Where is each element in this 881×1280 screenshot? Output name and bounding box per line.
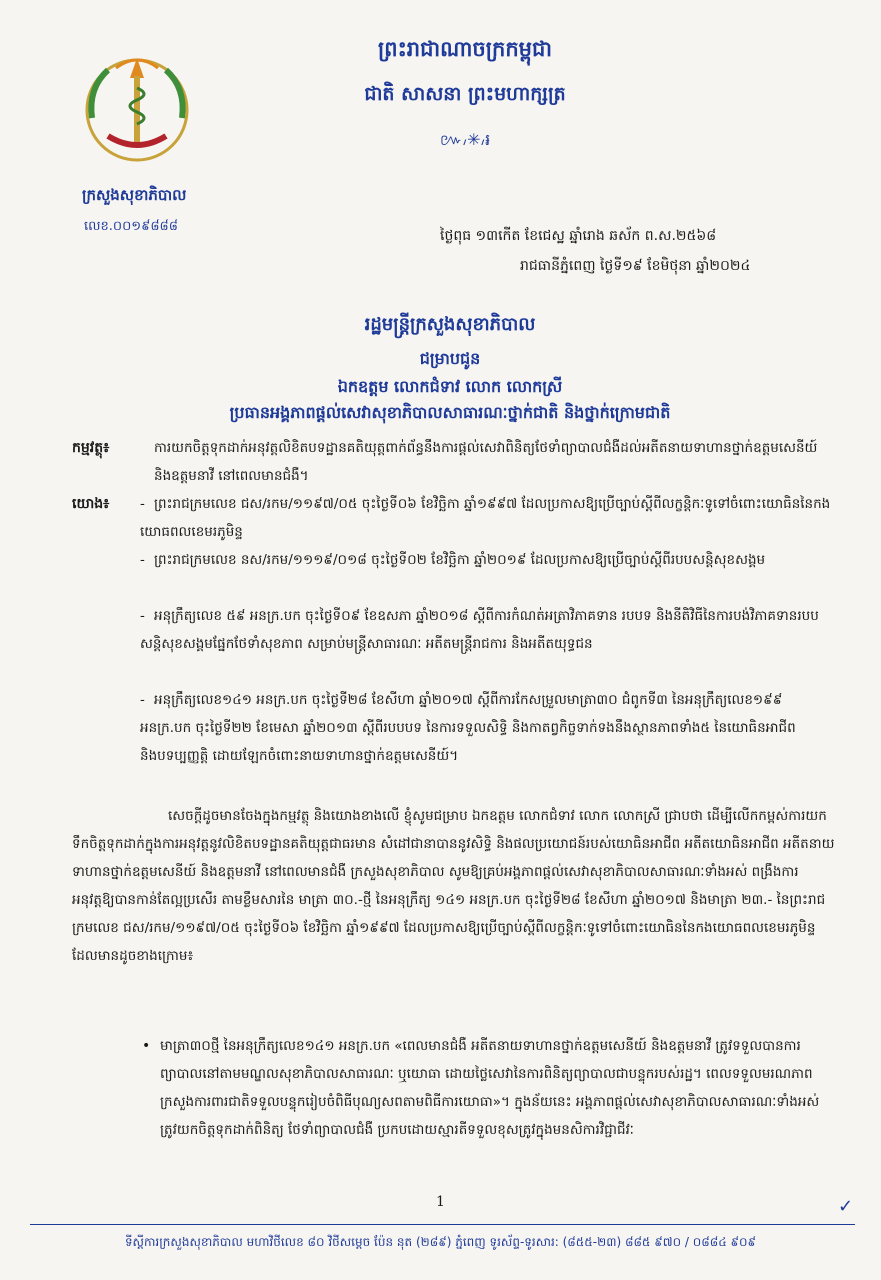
subject-label: កម្មវត្ថុ៖ <box>72 440 110 456</box>
bullet-icon: • <box>142 1038 151 1054</box>
reference-item: - ព្រះរាជក្រមលេខ ជស/រកម/១១៩៧/០៥ ចុះថ្ងៃទី០៦ ខែវិច្ឆិកា ឆ្នាំ១៩៩៧ ដែលប្រកាសឱ្យប្រើច្បាប់ស្ដីពីលក្ខន្តិកៈទូទៅចំពោះយោធិននៃកងយោធពលខេមរភូមិន្ទ <box>140 496 831 540</box>
reference-item: - អនុក្រឹត្យលេខ ៥៩ អនក្រ.បក ចុះថ្ងៃទី០៩ ខែឧសភា ឆ្នាំ២០១៨ ស្ដីពីការកំណត់អត្រាវិភាគទាន របបទ និងនីតិវិធីនៃការបង់វិភាគទានរបបសន្តិសុខសង្គមផ្នែកថែទាំសុខភាព សម្រាប់មន្ត្រីសាធារណៈ អតីតមន្ត្រីរាជការ និងអតីតយុទ្ធជន <box>140 608 819 652</box>
reference-number: លេខ.០០១៩៨៨៨ <box>84 219 178 234</box>
recipients-title: ឯកឧត្តម លោកជំទាវ លោក លោកស្រី <box>337 377 563 396</box>
ministry-logo <box>78 48 196 168</box>
subject-text: ការយកចិត្តទុកដាក់អនុវត្តលិខិតបទដ្ឋានគតិយុត្តពាក់ព័ន្ធនឹងការផ្ដល់សេវាពិនិត្យថែទាំព្យាបាលជំងឺដល់អតីតនាយទាហានថ្នាក់ឧត្តមសេនីយ៍ និងឧត្តមនាវី នៅពេលមានជំងឺ។ <box>154 440 818 484</box>
ornament: ៚៸✳៸៛ <box>439 130 491 149</box>
solar-date: រាជធានីភ្នំពេញ ថ្ងៃទី១៩ ខែមិថុនា ឆ្នាំ២០២៤ <box>520 258 751 274</box>
action-title: ជម្រាបជូន <box>419 349 481 368</box>
kingdom-heading: ព្រះរាជាណាចក្រកម្ពុជា <box>377 37 552 61</box>
page-number: 1 <box>436 1194 445 1210</box>
checkmark-icon: ✓ <box>838 1196 854 1217</box>
ministry-name: ក្រសួងសុខាភិបាល <box>82 186 187 204</box>
sender-title: រដ្ឋមន្ត្រីក្រសួងសុខាភិបាល <box>364 314 536 335</box>
recipient-position: ប្រធានអង្គភាពផ្ដល់សេវាសុខាភិបាលសាធារណៈថ្នាក់ជាតិ និងថ្នាក់ក្រោមជាតិ <box>229 403 671 422</box>
bullet-item: មាត្រា៣០ថ្មី នៃអនុក្រឹត្យលេខ១៤១ អនក្រ.បក «ពេលមានជំងឺ អតីតនាយទាហានថ្នាក់ឧត្តមសេនីយ៍ និងឧត្តមនាវី ត្រូវទទួលបានការព្យាបាលនៅតាមមណ្ឌលសុខាភិបាលសាធារណៈ ឬយោធា ដោយថ្លៃសេវានៃការពិនិត្យព្យាបាលជាបន្ទុករបស់រដ្ឋ។ ពេលទទួលមរណភាព ក្រសួងការពារជាតិទទួលបន្ទុករៀបចំពិធីបុណ្យសពតាមពិធីការយោធា»។ ក្នុងន័យនេះ អង្គភាពផ្ដល់សេវាសុខាភិបាលសាធារណៈទាំងអស់ត្រូវយកចិត្តទុកដាក់ពិនិត្យ ថែទាំព្យាបាលជំងឺ ប្រកបដោយស្មារតីទទួលខុសត្រូវក្នុងមនសិការវិជ្ជាជីវៈ <box>160 1038 820 1138</box>
footer-divider <box>30 1224 855 1225</box>
body-paragraph: សេចក្ដីដូចមានចែងក្នុងកម្មវត្ថុ និងយោងខាងលើ ខ្ញុំសូមជម្រាប ឯកឧត្តម លោកជំទាវ លោក លោកស្រី ជ្រាបថា ដើម្បីលើកកម្ពស់ការយកទឹកចិត្តទុកដាក់ក្នុងការអនុវត្តនូវលិខិតបទដ្ឋានគតិយុត្តជាធរមាន សំដៅជានាបាននូវសិទ្ធិ និងផលប្រយោជន៍របស់យោធិនអាជីព អតីតយោធិនអាជីព អតីតនាយទាហានថ្នាក់ឧត្តមសេនីយ៍ និងឧត្តមនាវី នៅពេលមានជំងឺ ក្រសួងសុខាភិបាល សូមឱ្យគ្រប់អង្គភាពផ្ដល់សេវាសុខាភិបាលសាធារណៈទាំងអស់ ពង្រឹងការអនុវត្តឱ្យបានកាន់តែល្អប្រសើរ តាមខ្លឹមសារនៃ មាត្រា ៣០.-ថ្មី នៃអនុក្រឹត្យ ១៤១ អនក្រ.បក ចុះថ្ងៃទី២៨ ខែសីហា ឆ្នាំ២០១៧ និងមាត្រា ២៣.- នៃព្រះរាជក្រមលេខ ជស/រកម/១១៩៧/០៥ ចុះថ្ងៃទី០៦ ខែវិច្ឆិកា ឆ្នាំ១៩៩៧ ដែលប្រកាសឱ្យប្រើច្បាប់ស្ដីពីលក្ខន្តិកៈទូទៅចំពោះយោធិននៃកងយោធពលខេមរភូមិន្ទ ដែលមានដូចខាងក្រោម៖ <box>72 808 835 964</box>
reference-item: - អនុក្រឹត្យលេខ១៤១ អនក្រ.បក ចុះថ្ងៃទី២៨ ខែសីហា ឆ្នាំ២០១៧ ស្ដីពីការកែសម្រួលមាត្រា៣០ ជំពូកទី៣ នៃអនុក្រឹត្យលេខ១៩៩ អនក្រ.បក ចុះថ្ងៃទី២២ ខែមេសា ឆ្នាំ២០១៣ ស្ដីពីរបបបទ នៃការទទួលសិទ្ធិ និងកាតព្វកិច្ចទាក់ទងនឹងស្ថានភាពទាំង៥ នៃយោធិនអាជីព និងបទប្បញ្ញត្តិ ដោយឡែកចំពោះនាយទាហានថ្នាក់ឧត្តមសេនីយ៍។ <box>140 692 796 764</box>
national-motto: ជាតិ សាសនា ព្រះមហាក្សត្រ <box>364 83 566 105</box>
lunar-date: ថ្ងៃពុធ ១៣កើត ខែជេស្ឋ ឆ្នាំរោង ឆស័ក ព.ស.២៥៦៨ <box>440 228 717 244</box>
footer-address: ទីស្តីការក្រសួងសុខាភិបាល មហាវិថីលេខ ៨០ វិថីសម្ដេច ប៉ែន នុត (២៨៩) ភ្នំពេញ ទូរស័ព្ទ-ទូរសារ: (៨៥៥-២៣) ៨៨៥ ៩៧០ / ០៨៨៤ ៩០៩ <box>124 1235 757 1249</box>
reference-item: - ព្រះរាជក្រមលេខ នស/រកម/១១១៩/០១៨ ចុះថ្ងៃទី០២ ខែវិច្ឆិកា ឆ្នាំ២០១៩ ដែលប្រកាសឱ្យប្រើច្បាប់ស្ដីពីរបបសន្តិសុខសង្គម <box>140 552 766 568</box>
references-label: យោង៖ <box>72 496 110 512</box>
